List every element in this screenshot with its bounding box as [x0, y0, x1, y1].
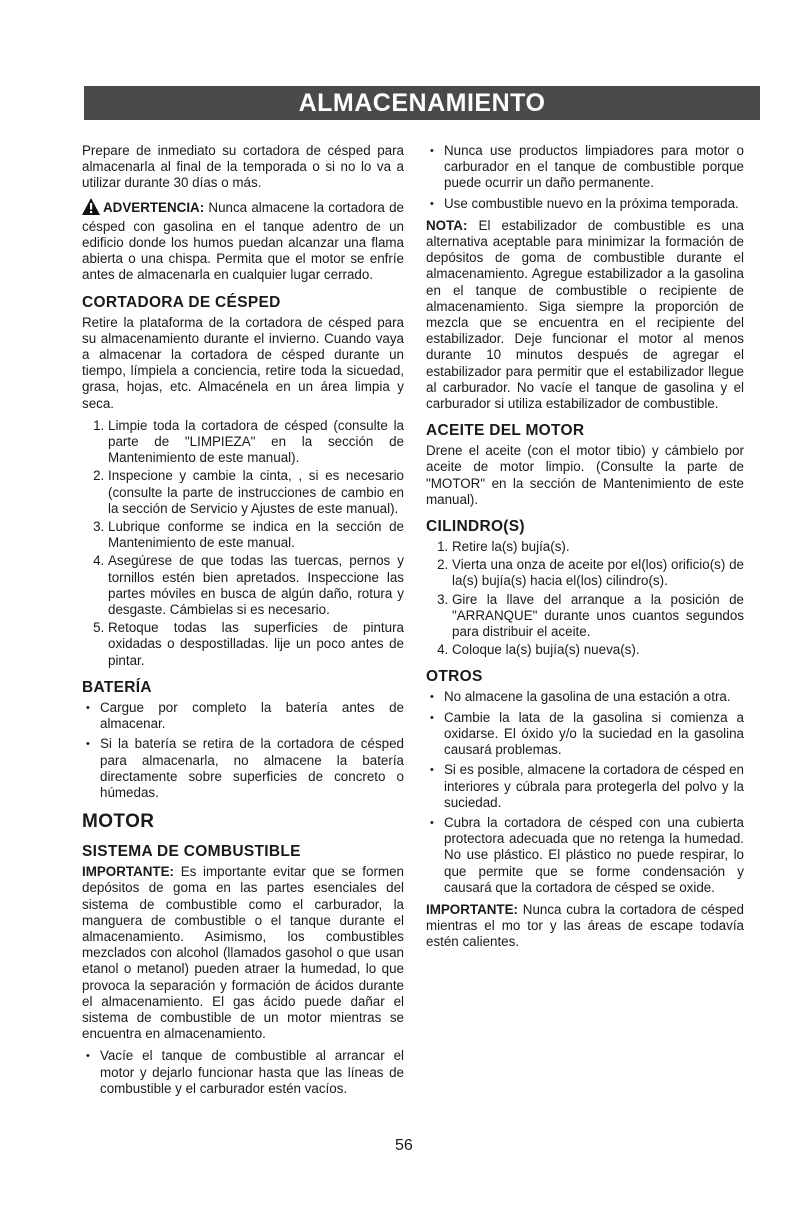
mower-steps-list — [82, 418, 404, 669]
list-item: 4. Coloque la(s) bujía(s) nueva(s). — [452, 642, 744, 658]
intro-paragraph: Prepare de inmediato su cortadora de césped para almacenarla al final de la temporada o si no lo va a utilizar durante 30 días o más. — [82, 143, 404, 191]
other-heading: OTROS — [426, 668, 483, 686]
other-list — [426, 689, 744, 895]
list-item: • Cambie la lata de la gasolina si comienza a oxidarse. El óxido y/o la suciedad en la gasolina causará problemas. — [444, 710, 744, 759]
list-item: 1. Retire la(s) bujía(s). — [452, 539, 744, 555]
left-column — [82, 143, 404, 1103]
mower-paragraph: Retire la plataforma de la cortadora de césped para su almacenamiento durante el invierno. Cuando vaya a almacenar la cortadora de césped durante un tiempo, límpiela a conciencia, retire toda la sicuedad, grasa, hojas, etc. Almacénela en un área limpia y seca. — [82, 314, 404, 411]
list-item: • Nunca use productos limpiadores para motor o carburador en el tanque de combustible porque puede ocurrir un daño permanente. — [444, 143, 744, 192]
list-item: 4. Asegúrese de que todas las tuercas, pernos y tornillos estén bien apretados. Inspeccione las partes móviles en busca de algún daño, rotura y desgaste. Cámbielas si es necesario. — [108, 553, 404, 618]
fuel-list-continued — [426, 143, 744, 212]
list-item: • Si la batería se retira de la cortadora de césped para almacenarla, no almacene la batería directamente sobre superficies de concreto o húmedas. — [100, 736, 404, 801]
list-item: • Cubra la cortadora de césped con una cubierta protectora adecuada que no retenga la humedad. No use plástico. El plástico no puede respirar, lo que permite que se forme condensación y causará que la cortadora de césped se oxide. — [444, 815, 744, 896]
engine-oil-heading: ACEITE DEL MOTOR — [426, 422, 585, 440]
list-item: 2. Inspecione y cambie la cinta, , si es necesario (consulte la parte de instrucciones de cambio en la sección de Servicio y Ajustes de este manual). — [108, 468, 404, 517]
warning-icon — [82, 198, 100, 219]
final-important-text: Nunca cubra la cortadora de césped mientras el mo tor y las áreas de escape todavía estén calientes. — [426, 901, 744, 950]
final-important-label: IMPORTANTE: — [426, 901, 518, 917]
list-item: • No almacene la gasolina de una estación a otra. — [444, 689, 744, 705]
section-banner — [84, 86, 760, 120]
cylinders-steps-list — [426, 539, 744, 658]
list-item: 1. Limpie toda la cortadora de césped (consulte la parte de "LIMPIEZA" en la sección de Mantenimiento de este manual). — [108, 418, 404, 467]
list-item: 3. Gire la llave del arranque a la posición de "ARRANQUE" durante unos cuantos segundos para distribuir el aceite. — [452, 592, 744, 641]
list-item: 5. Retoque todas las superficies de pintura oxidadas o despostilladas. lije un poco antes de pintar. — [108, 620, 404, 669]
list-item: • Cargue por completo la batería antes de almacenar. — [100, 700, 404, 732]
fuel-list — [82, 1048, 404, 1097]
motor-heading: MOTOR — [82, 811, 155, 833]
mower-heading: CORTADORA DE CÉSPED — [82, 293, 281, 311]
final-important-paragraph — [426, 902, 744, 951]
list-item: • Use combustible nuevo en la próxima temporada. — [444, 196, 744, 212]
fuel-system-heading: SISTEMA DE COMBUSTIBLE — [82, 843, 301, 861]
note-text: El estabilizador de combustible es una alternativa aceptable para minimizar la formación de depósitos de goma de combustible durante el almacenamiento. Agregue estabilizador a la gasolina en el tanque de combustible o recipiente de almacenamiento. Siga siempre la proporción de mezcla que se encuentra en el recipiente del estabilizador. Deje funcionar el motor al menos durante 10 minutos después de agregar el estabilizador para permitir que el estabilizador llegue al carburador. No vacíe el tanque de gasolina y el carburador si utiliza estabilizador de combustible. — [426, 217, 744, 412]
fuel-important-text: Es importante evitar que se formen depósitos de goma en las partes esenciales del sistema de combustible como el carburador, la manguera de combustible o el tanque durante el almacenamiento. Asimismo, los combustibles mezclados con alcohol (llamados gasohol o que usan etanol o metanol) pueden atraer la humedad, lo que provoca la separación y formación de ácidos durante el almacenamiento. El gas ácido puede dañar el sistema de combustible de un motor mientras se encuentra en almacenamiento. — [82, 864, 404, 1042]
list-item: • Vacíe el tanque de combustible al arrancar el motor y dejarlo funcionar hasta que las líneas de combustible y el carburador estén vacíos. — [100, 1048, 404, 1097]
warning-paragraph — [82, 198, 404, 284]
section-title: ALMACENAMIENTO — [298, 89, 546, 117]
note-label: NOTA: — [426, 217, 468, 233]
page-number: 56 — [395, 1137, 413, 1154]
right-column — [426, 143, 744, 957]
list-item: 3. Lubrique conforme se indica en la sección de Mantenimiento de este manual. — [108, 519, 404, 551]
battery-heading: BATERÍA — [82, 678, 152, 696]
cylinders-heading: CILINDRO(S) — [426, 518, 525, 536]
battery-list — [82, 700, 404, 801]
engine-oil-paragraph: Drene el aceite (con el motor tibio) y cámbielo por aceite de motor limpio. (Consulte la parte de "MOTOR" en la sección de Mantenimiento de este manual). — [426, 443, 744, 507]
warning-label: ADVERTENCIA: — [103, 199, 205, 215]
warning-text: Nunca almacene la cortadora de césped con gasolina en el tanque adentro de un edificio donde los humos puedan alcanzar una flama abierta o una chispa. Permita que el motor se enfríe antes de almacenarla en cualquier lugar cerrado. — [82, 199, 404, 283]
list-item: • Si es posible, almacene la cortadora de césped en interiores y cúbrala para protegerla del polvo y la suciedad. — [444, 762, 744, 811]
list-item: 2. Vierta una onza de aceite por el(los) orificio(s) de la(s) bujía(s) hacia el(los) cilindro(s). — [452, 557, 744, 589]
note-paragraph — [426, 218, 744, 412]
fuel-important-label: IMPORTANTE: — [82, 864, 174, 880]
fuel-paragraph — [82, 864, 404, 1042]
